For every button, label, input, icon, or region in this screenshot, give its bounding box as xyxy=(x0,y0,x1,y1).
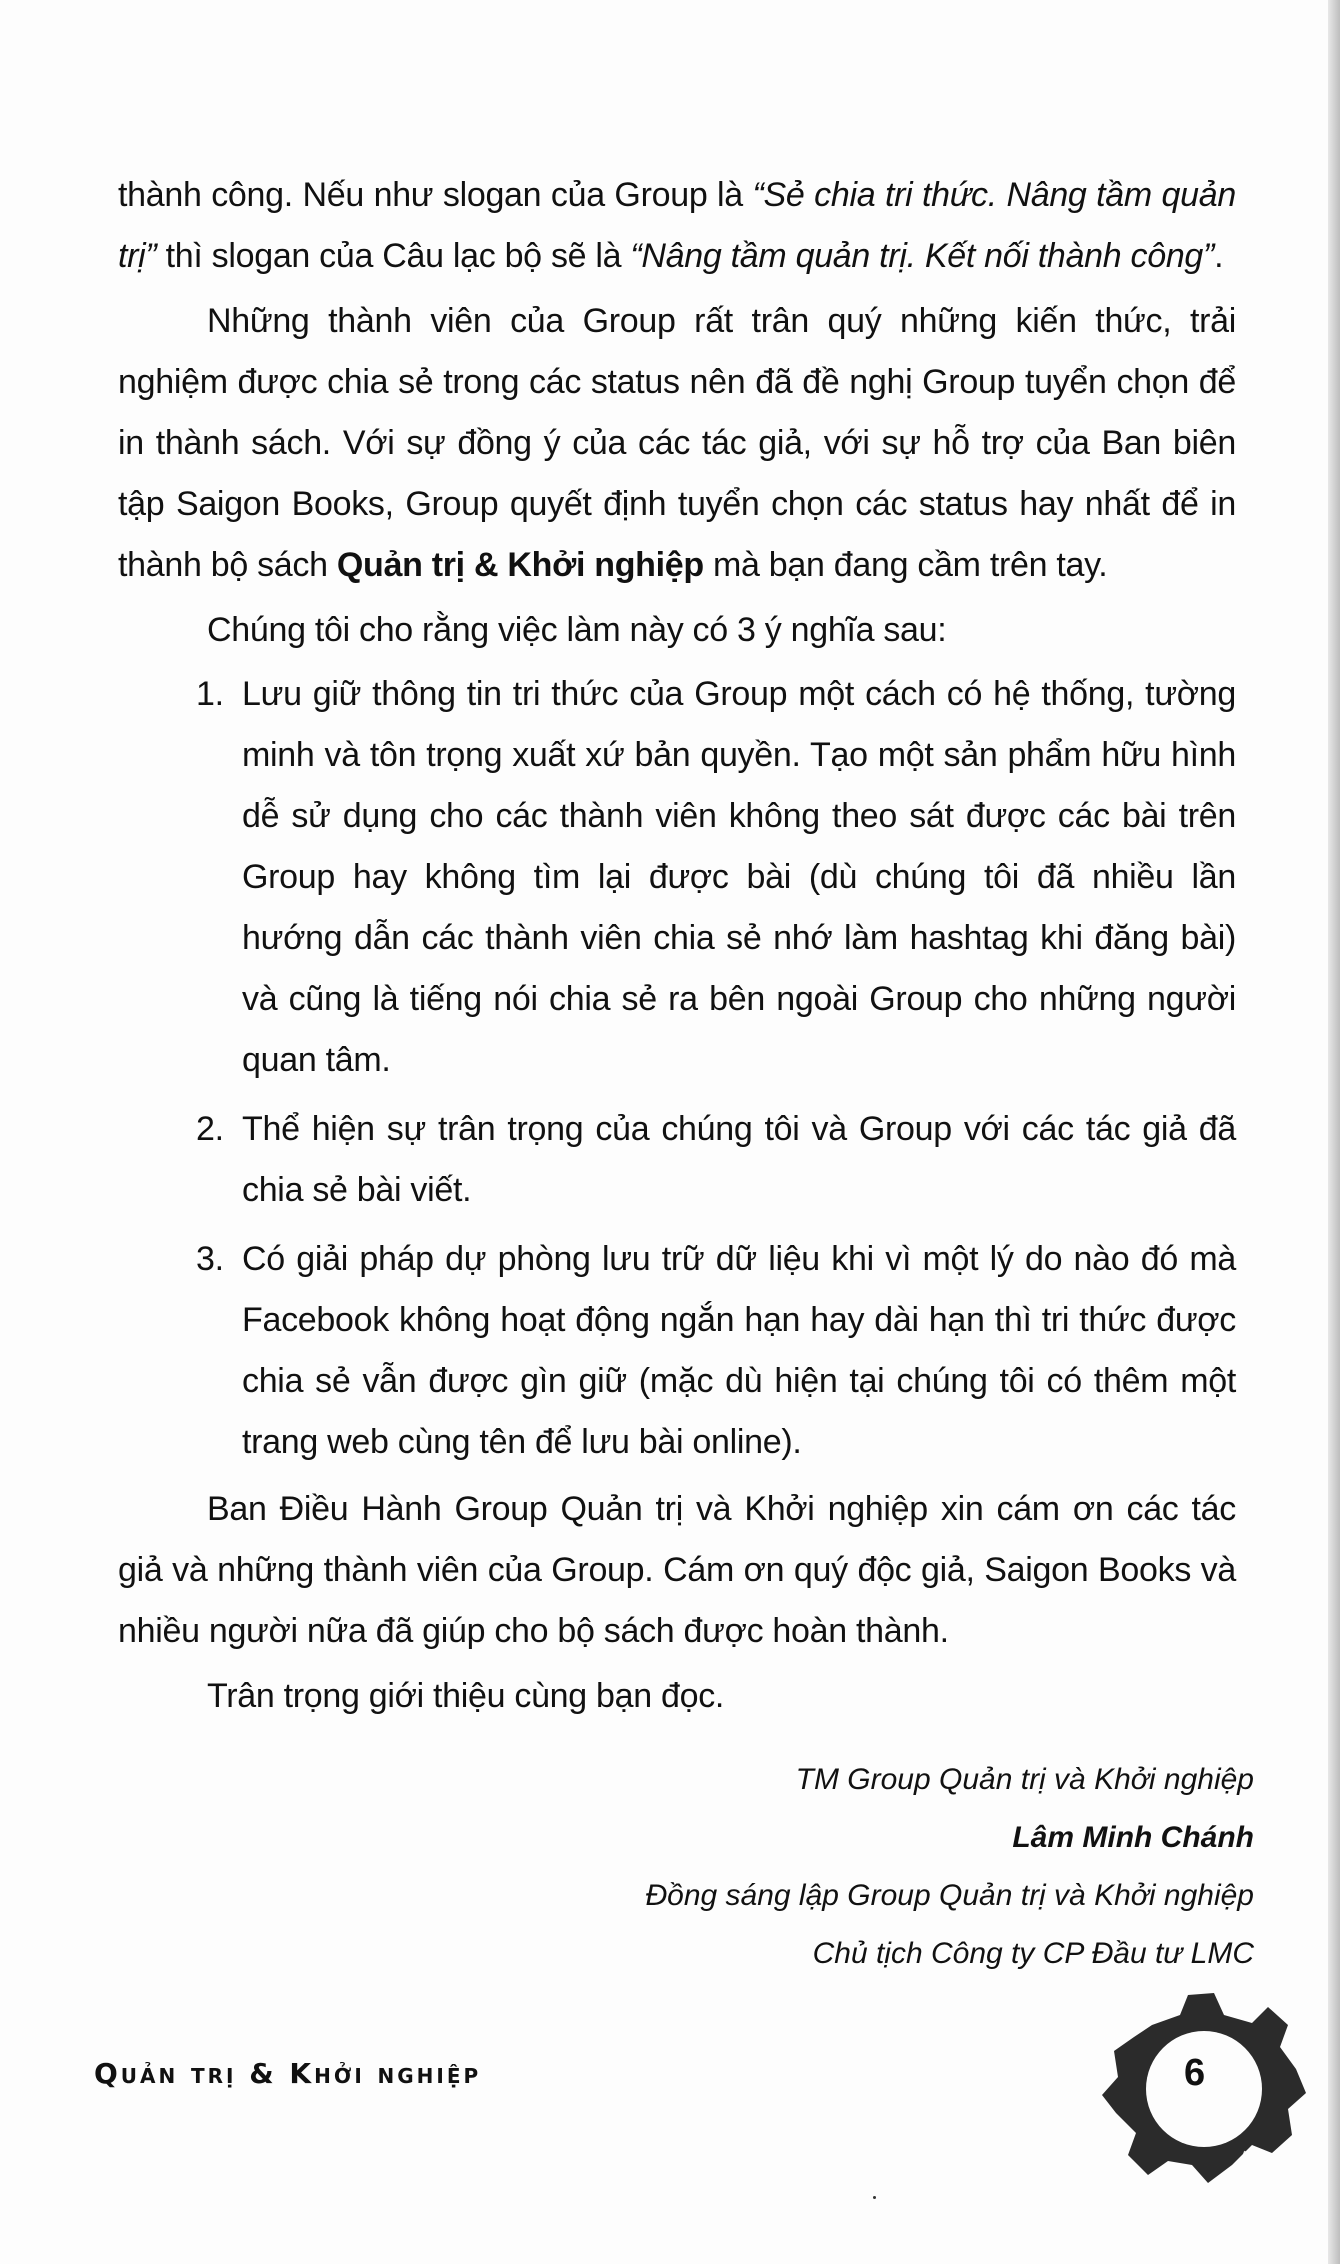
members-text: Những thành viên của Group rất trân quý những kiến thức, trải nghiệm được chia sẻ trong các status nên đã đề nghị Group tuyển chọn để in thành sách. Với sự đồng ý của các tác giả, với sự hỗ trợ của Ban biên tập Saigon Books, Group quyết định tuyển chọn các status hay nhất để in thành bộ sách xyxy=(118,302,1236,584)
page-edge-shadow xyxy=(1328,0,1340,2264)
signature-block xyxy=(645,1751,1254,1983)
paragraph-meaning-intro: Chúng tôi cho rằng việc làm này có 3 ý nghĩa sau: xyxy=(207,611,947,649)
list-item-text: Có giải pháp dự phòng lưu trữ dữ liệu khi vì một lý do nào đó mà Facebook không hoạt động ngắn hạn hay dài hạn thì tri thức được chia sẻ vẫn được gìn giữ (mặc dù hiện tại chúng tôi có thêm một trang web cùng tên để lưu bài online). xyxy=(242,1240,1236,1461)
paragraph-closing: Trân trọng giới thiệu cùng bạn đọc. xyxy=(207,1677,725,1715)
signature-role-1: Đồng sáng lập Group Quản trị và Khởi nghiệp xyxy=(645,1879,1254,1912)
paragraph-members xyxy=(118,291,1236,596)
list-item xyxy=(118,1229,1236,1473)
group-slogan: “Sẻ chia tri thức. Nâng tầm quản trị” xyxy=(118,176,1236,275)
print-speck xyxy=(873,2196,876,2199)
list-item xyxy=(118,1099,1236,1221)
list-number: 1. xyxy=(196,675,224,713)
intro-paragraph xyxy=(118,165,1236,287)
page-number: 6 xyxy=(1184,2052,1206,2094)
book-title-inline: Quản trị & Khởi nghiệp xyxy=(336,546,704,584)
members-text-end: mà bạn đang cầm trên tay. xyxy=(703,546,1108,584)
intro-end: . xyxy=(1214,237,1224,275)
list-item-text: Lưu giữ thông tin tri thức của Group một cách có hệ thống, tường minh và tôn trọng xuất xứ bản quyền. Tạo một sản phẩm hữu hình dễ sử dụng cho các thành viên không theo sát được các bài trên Group hay không tìm lại được bài (dù chúng tôi đã nhiều lần hướng dẫn các thành viên chia sẻ nhớ làm hashtag khi đăng bài) và cũng là tiếng nói chia sẻ ra bên ngoài Group cho những người quan tâm. xyxy=(242,675,1236,1079)
list-number: 2. xyxy=(196,1110,224,1148)
signature-org: TM Group Quản trị và Khởi nghiệp xyxy=(795,1763,1254,1796)
meaning-list xyxy=(118,664,1236,1473)
intro-mid: thì slogan của Câu lạc bộ sẽ là xyxy=(156,237,631,275)
list-item xyxy=(118,664,1236,1091)
paragraph-thanks: Ban Điều Hành Group Quản trị và Khởi nghiệp xin cám ơn các tác giả và những thành viên của Group. Cám ơn quý độc giả, Saigon Books và nhiều người nữa đã giúp cho bộ sách được hoàn thành. xyxy=(118,1490,1236,1650)
running-footer-title: Quản trị & Khởi nghiệp xyxy=(94,2057,482,2090)
signature-role-2: Chủ tịch Công ty CP Đầu tư LMC xyxy=(812,1937,1254,1970)
body-text xyxy=(118,165,1236,1727)
club-slogan: “Nâng tầm quản trị. Kết nối thành công” xyxy=(630,237,1215,275)
intro-lead: thành công. Nếu như slogan của Group là xyxy=(118,176,753,214)
list-number: 3. xyxy=(196,1240,224,1278)
list-item-text: Thể hiện sự trân trọng của chúng tôi và Group với các tác giả đã chia sẻ bài viết. xyxy=(242,1110,1236,1209)
signature-name: Lâm Minh Chánh xyxy=(1012,1821,1254,1854)
